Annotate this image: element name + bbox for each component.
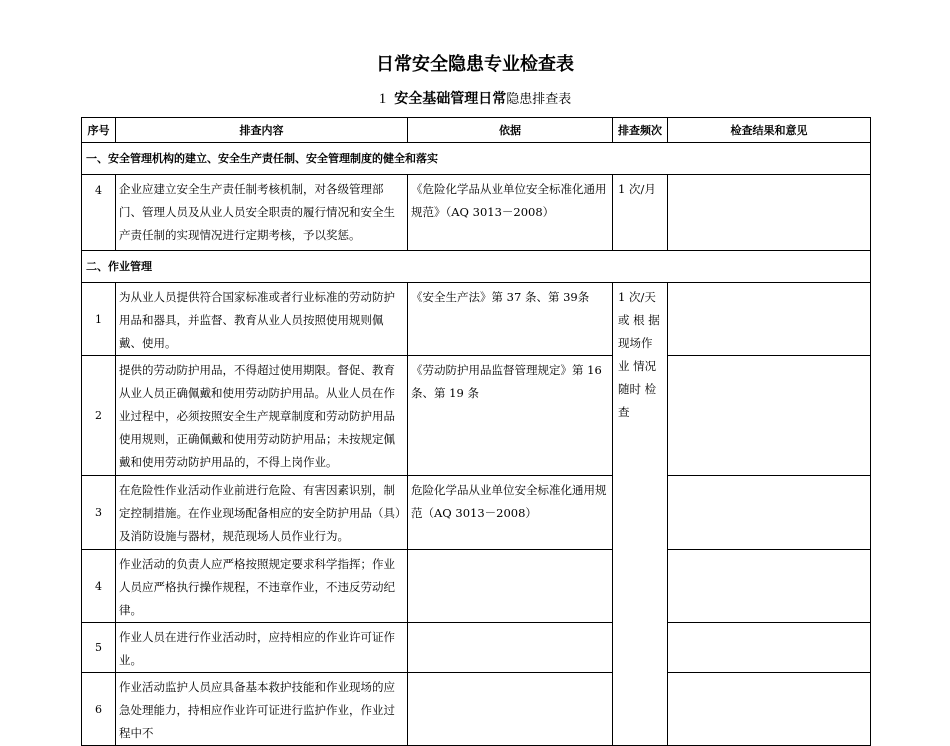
row-basis: 《安全生产法》第 37 条、第 39条 bbox=[408, 283, 613, 356]
header-content: 排查内容 bbox=[116, 118, 408, 143]
row-seq: 4 bbox=[82, 550, 116, 623]
row-content: 作业活动监护人员应具备基本救护技能和作业现场的应急处理能力，持相应作业许可证进行监护作业，作业过程中不 bbox=[116, 673, 408, 746]
row-content: 提供的劳动防护用品，不得超过使用期限。督促、教育从业人员正确佩戴和使用劳动防护用品。从业人员在作业过程中，必须按照安全生产规章制度和劳动防护用品使用规则，正确佩戴和使用劳动防护用品；未按规定佩戴和使用劳动防护用品的，不得上岗作业。 bbox=[116, 356, 408, 476]
row-basis bbox=[408, 550, 613, 623]
table-row bbox=[82, 476, 871, 550]
table-row bbox=[82, 356, 871, 476]
table-row bbox=[82, 175, 871, 251]
table-row bbox=[82, 623, 871, 673]
section-row bbox=[82, 251, 871, 283]
row-result bbox=[668, 673, 871, 746]
inspection-table bbox=[81, 117, 871, 746]
row-seq: 2 bbox=[82, 356, 116, 476]
row-seq: 5 bbox=[82, 623, 116, 673]
row-result bbox=[668, 550, 871, 623]
section-1-title: 一、安全管理机构的建立、安全生产责任制、安全管理制度的健全和落实 bbox=[82, 143, 871, 175]
row-seq: 6 bbox=[82, 673, 116, 746]
table-row bbox=[82, 283, 871, 356]
section-2-frequency: 1 次/天 或 根 据 现场作业 情况随时 检查 bbox=[613, 283, 668, 746]
row-result bbox=[668, 283, 871, 356]
row-result bbox=[668, 356, 871, 476]
document-title: 日常安全隐患专业检查表 bbox=[376, 54, 574, 75]
row-seq: 3 bbox=[82, 476, 116, 550]
row-frequency: 1 次/月 bbox=[613, 175, 668, 251]
row-seq: 1 bbox=[82, 283, 116, 356]
table-header-row bbox=[82, 118, 871, 143]
subtitle-light-part: 隐患排查表 bbox=[506, 92, 572, 107]
row-content: 为从业人员提供符合国家标准或者行业标准的劳动防护用品和器具，并监督、教育从业人员按照使用规则佩戴、使用。 bbox=[116, 283, 408, 356]
section-row bbox=[82, 143, 871, 175]
table-row bbox=[82, 550, 871, 623]
document-subtitle bbox=[0, 88, 950, 108]
header-result: 检查结果和意见 bbox=[668, 118, 871, 143]
row-result bbox=[668, 175, 871, 251]
row-basis bbox=[408, 673, 613, 746]
row-basis: 《劳动防护用品监督管理规定》第 16 条、第 19 条 bbox=[408, 356, 613, 476]
row-content: 作业人员在进行作业活动时，应持相应的作业许可证作业。 bbox=[116, 623, 408, 673]
subtitle-number: 1 bbox=[378, 91, 387, 107]
table-row bbox=[82, 673, 871, 746]
header-frequency: 排查频次 bbox=[613, 118, 668, 143]
row-seq: 4 bbox=[82, 175, 116, 251]
row-result bbox=[668, 476, 871, 550]
header-basis: 依据 bbox=[408, 118, 613, 143]
section-2-title: 二、作业管理 bbox=[82, 251, 871, 283]
row-basis: 危险化学品从业单位安全标准化通用规范（AQ 3013－2008） bbox=[408, 476, 613, 550]
subtitle-bold-part: 安全基础管理日常 bbox=[394, 91, 507, 107]
row-basis bbox=[408, 623, 613, 673]
header-seq: 序号 bbox=[82, 118, 116, 143]
row-content: 企业应建立安全生产责任制考核机制，对各级管理部门、管理人员及从业人员安全职责的履行情况和安全生产责任制的实现情况进行定期考核，予以奖惩。 bbox=[116, 175, 408, 251]
row-content: 作业活动的负责人应严格按照规定要求科学指挥；作业人员应严格执行操作规程，不违章作业，不违反劳动纪律。 bbox=[116, 550, 408, 623]
row-result bbox=[668, 623, 871, 673]
row-content: 在危险性作业活动作业前进行危险、有害因素识别，制定控制措施。在作业现场配备相应的安全防护用品（具）及消防设施与器材，规范现场人员作业行为。 bbox=[116, 476, 408, 550]
row-basis: 《危险化学品从业单位安全标准化通用规范》（AQ 3013－2008） bbox=[408, 175, 613, 251]
